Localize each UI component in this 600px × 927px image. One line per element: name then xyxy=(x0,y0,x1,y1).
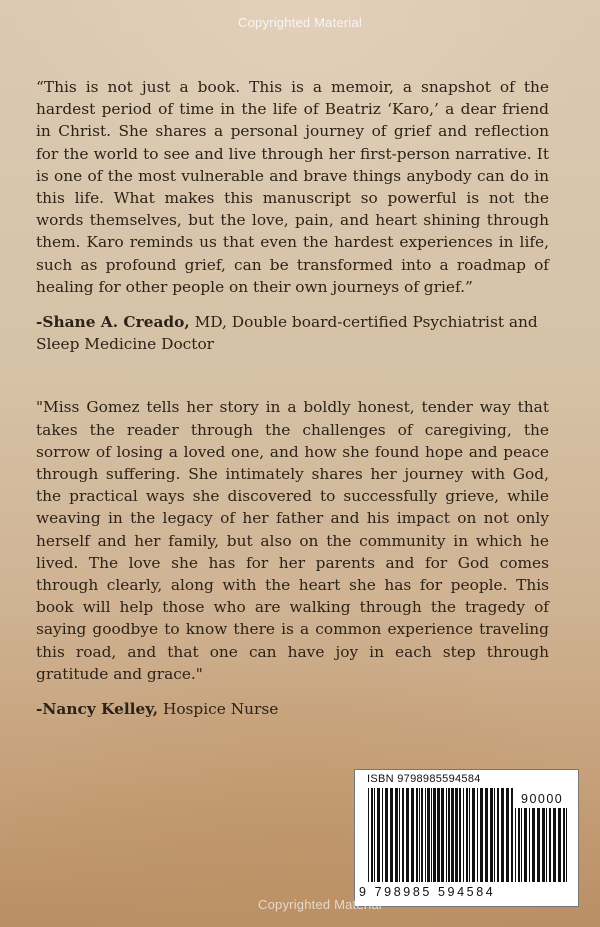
endorsement-quote-2: "Miss Gomez tells her story in a boldly honest, tender way that takes the reader through the challenges of caregiving, the sorrow of losing a loved one, and how she found hope and peace through suffering. She intimately shares her journey with God, the practical ways she discovered to successfully grieve, while weaving in the legacy of her father and his impact on not only herself and her family, but also on the community in which he lived. The love she has for her parents and for God comes through clearly, along with the heart she has for people. This book will help those who are walking through the tragedy of saying goodbye to know there is a common experience traveling this road, and that one can have joy in each step through gratitude and grace." xyxy=(36,398,549,683)
endorser-credentials-2: Hospice Nurse xyxy=(158,700,279,719)
endorsement-attribution-2 xyxy=(36,698,549,720)
endorsement-attribution-1 xyxy=(36,311,549,355)
endorsements xyxy=(36,76,549,720)
price-code: 90000 xyxy=(521,792,564,806)
watermark-top: Copyrighted Material xyxy=(238,15,362,30)
endorsement-quote-1: “This is not just a book. This is a memoir, a snapshot of the hardest period of time in the life of Beatriz ‘Karo,’ a dear friend in Christ. She shares a personal journey of grief and reflection for the world to see and live through her first-person narrative. It is one of the most vulnerable and brave things anybody can do in this life. What makes this manuscript so powerful is not the words themselves, but the love, pain, and heart shining through them. Karo reminds us that even the hardest experiences in life, such as profound grief, can be transformed into a roadmap of healing for other people on their own journeys of grief.” xyxy=(36,78,549,296)
ean-digits: 9 798985 594584 xyxy=(359,885,496,899)
isbn-label: ISBN 9798985594584 xyxy=(367,773,481,785)
isbn-barcode-box xyxy=(354,769,579,907)
endorser-name-2: -Nancy Kelley, xyxy=(36,700,159,719)
watermark-bottom: Copyrighted Material xyxy=(258,897,382,912)
endorser-name-1: -Shane A. Creado, xyxy=(36,313,190,332)
endorser-credentials-1: MD, Double board-certified Psychiatrist and Sleep Medicine Doctor xyxy=(36,313,538,354)
